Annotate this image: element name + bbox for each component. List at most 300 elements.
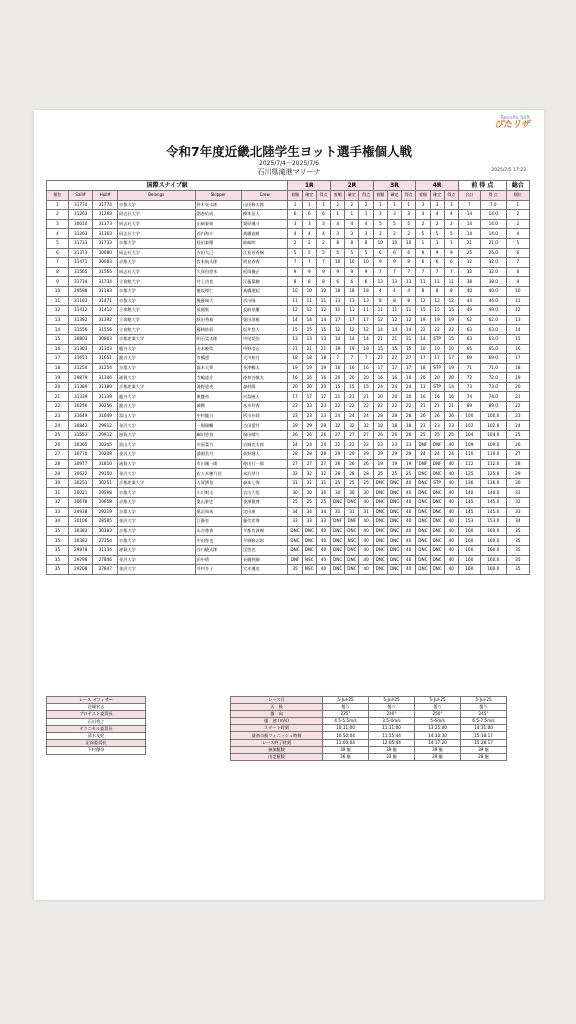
result-cell: 27 [402, 354, 416, 364]
result-cell: 酒巻佑成 [195, 210, 241, 220]
result-cell: 28585 [93, 517, 118, 527]
result-cell: 16 [430, 392, 444, 402]
result-cell: 京都大学 [118, 488, 195, 498]
result-cell: 27 [387, 354, 401, 364]
result-cell: 23 [373, 440, 387, 450]
result-cell: 6 [506, 248, 529, 258]
result-row [47, 488, 530, 498]
result-cell: 31389 [68, 382, 93, 392]
result-cell: 立命館大学 [118, 315, 195, 325]
result-row [47, 277, 530, 287]
result-cell: 30383 [68, 536, 93, 546]
official-row [47, 732, 146, 739]
result-cell: 24 [47, 421, 69, 431]
result-cell: 40 [316, 565, 330, 575]
result-cell: 28 [288, 450, 302, 460]
result-cell: 28 [331, 469, 345, 479]
result-cell: 28 [345, 469, 359, 479]
race-condition-value: 11:55:44 [369, 732, 415, 739]
race-condition-row [231, 725, 507, 732]
result-cell: DNC [416, 488, 430, 498]
result-cell: 富山大学 [118, 411, 195, 421]
result-cell: NSC [345, 536, 359, 546]
result-cell: 15 [444, 306, 458, 316]
result-cell: 13 [47, 315, 69, 325]
result-cell: 20 [387, 392, 401, 402]
result-row [47, 219, 530, 229]
result-cell: 17 [47, 354, 69, 364]
result-cell: 7 [430, 267, 444, 277]
result-cell: DNC [387, 565, 401, 575]
result-cell: 31389 [93, 382, 118, 392]
result-cell: 17 [288, 392, 302, 402]
page-title: 令和7年度近畿北陸学生ヨット選手権個人戦 [166, 144, 412, 159]
race-condition-label: 天 候 [231, 704, 323, 711]
result-cell: 22 [373, 402, 387, 412]
result-cell: 30 [345, 488, 359, 498]
result-cell: 112.0 [480, 459, 506, 469]
result-cell: 8 [430, 286, 444, 296]
result-cell: 11 [316, 296, 330, 306]
result-cell: 29219 [93, 507, 118, 517]
result-cell: 5 [416, 229, 430, 239]
result-cell: 鈴木亮太郎 [195, 200, 241, 210]
result-cell: 29879 [68, 373, 93, 383]
result-cell: 44 [458, 296, 480, 306]
result-cell: 京都産業大学 [118, 382, 195, 392]
result-cell: 藤林紗彩 [195, 325, 241, 335]
result-cell: 33 [506, 507, 529, 517]
result-cell: DNC [430, 469, 444, 479]
result-cell: 21 [47, 392, 69, 402]
result-cell: 31339 [68, 392, 93, 402]
column-header-score: 得点 [444, 191, 458, 201]
result-cell: 7 [302, 258, 316, 268]
result-cell: 31392 [93, 315, 118, 325]
result-cell: 15 [402, 344, 416, 354]
result-cell: 2 [444, 219, 458, 229]
race-condition-value: 3.5-4m/s [369, 718, 415, 725]
result-cell: 14 [416, 334, 430, 344]
result-cell: 13 [402, 277, 416, 287]
result-cell: DNC [387, 526, 401, 536]
result-cell: 金沢大学 [118, 565, 195, 575]
result-cell: 125.0 [480, 469, 506, 479]
result-cell: 40 [316, 555, 330, 565]
result-cell: 滋賀大学 [118, 459, 195, 469]
result-cell: 31263 [68, 210, 93, 220]
official-label: テクニカル委員長 [47, 725, 146, 732]
result-cell: 31553 [68, 430, 93, 440]
result-row [47, 229, 530, 239]
result-cell: 18 [331, 286, 345, 296]
result-cell: 6 [316, 210, 330, 220]
result-row [47, 565, 530, 575]
result-cell: 15 [416, 306, 430, 316]
result-cell: 74.0 [480, 392, 506, 402]
result-cell: 49 [458, 306, 480, 316]
official-label: 記録委員長 [47, 740, 146, 747]
result-cell: 31303 [93, 344, 118, 354]
result-cell: 30010 [68, 219, 93, 229]
official-label: 石川秀之 [47, 718, 146, 725]
result-cell: 12 [387, 315, 401, 325]
result-cell: 19 [288, 363, 302, 373]
column-header-crew: Crew [241, 191, 287, 201]
result-cell: 松岡優正 [241, 267, 287, 277]
result-cell: 龍谷大学 [118, 344, 195, 354]
column-header-pt: 着順 [373, 191, 387, 201]
result-cell: 22 [444, 325, 458, 335]
result-cell: 21 [416, 402, 430, 412]
result-cell: 40 [402, 545, 416, 555]
result-cell: 京都大学 [118, 498, 195, 508]
result-cell: 30106 [68, 517, 93, 527]
result-cell: 29208 [68, 565, 93, 575]
result-cell: 川原菜乃 [195, 440, 241, 450]
result-cell: 15 [331, 382, 345, 392]
result-cell: 23 [316, 411, 330, 421]
result-cell: 辻悠也 [241, 545, 287, 555]
result-cell: 25 [430, 430, 444, 440]
race-condition-value: 13:25:00 [415, 725, 461, 732]
result-cell: 24 [506, 421, 529, 431]
result-cell: 3 [345, 229, 359, 239]
result-cell: 40 [359, 526, 373, 536]
race-condition-value: 曇り [369, 704, 415, 711]
result-cell: DNC [387, 507, 401, 517]
results-table [46, 180, 530, 575]
official-row [47, 740, 146, 747]
result-cell: 23 [416, 421, 430, 431]
result-cell: 30 [47, 478, 69, 488]
result-cell: 9 [444, 248, 458, 258]
result-cell: 24 [331, 411, 345, 421]
result-cell: 3 [316, 219, 330, 229]
result-cell: 9 [288, 267, 302, 277]
result-row [47, 421, 530, 431]
race-condition-value: 250° [415, 711, 461, 718]
result-cell: DNF [416, 440, 430, 450]
result-cell: 8 [316, 277, 330, 287]
result-cell: 35 [47, 526, 69, 536]
race-condition-label: 最初の艇フィニッシュ時刻 [231, 732, 323, 739]
result-cell: DNC [288, 536, 302, 546]
result-cell: 1 [387, 200, 401, 210]
result-cell: 40 [402, 507, 416, 517]
result-cell: 17 [302, 392, 316, 402]
result-cell: 京都大学 [118, 286, 195, 296]
result-row [47, 200, 530, 210]
official-row [47, 697, 146, 704]
result-cell: 9 [387, 258, 401, 268]
official-label: プロテスト委員長 [47, 711, 146, 718]
result-cell: 14 [458, 210, 480, 220]
result-cell: 31303 [68, 344, 93, 354]
result-cell: 27 [302, 459, 316, 469]
result-cell: 12 [288, 306, 302, 316]
result-cell: 35 [506, 545, 529, 555]
result-cell: 18 [506, 363, 529, 373]
result-cell: 山﨑泰知 [195, 219, 241, 229]
result-cell: 40 [316, 545, 330, 555]
result-cell: 8 [47, 267, 69, 277]
result-cell: DNC [416, 536, 430, 546]
race-condition-value: 39 艇 [369, 746, 415, 753]
result-cell: 14 [288, 315, 302, 325]
result-cell: 1 [345, 210, 359, 220]
race-conditions-table [230, 696, 507, 761]
result-cell: 16 [416, 392, 430, 402]
result-row [47, 296, 530, 306]
result-cell: 14.0 [480, 210, 506, 220]
result-cell: 40 [444, 555, 458, 565]
result-cell: 15 [316, 325, 330, 335]
result-cell: 102.0 [480, 421, 506, 431]
result-cell: 89 [458, 402, 480, 412]
result-cell: 5 [316, 248, 330, 258]
result-row [47, 507, 530, 517]
race-condition-value: 11:11:00 [369, 725, 415, 732]
result-cell: 24 [402, 382, 416, 392]
result-cell: 25 [288, 498, 302, 508]
result-cell: 27 [47, 450, 69, 460]
result-cell: 井村多子 [195, 565, 241, 575]
result-cell: 30 [331, 488, 345, 498]
result-cell: 4 [387, 286, 401, 296]
result-cell: 22 [430, 325, 444, 335]
result-cell: 15 [359, 382, 373, 392]
result-cell: 21 [387, 334, 401, 344]
result-cell: 17 [430, 354, 444, 364]
result-cell: 10 [373, 238, 387, 248]
result-cell: 2 [345, 200, 359, 210]
result-cell: 1 [47, 200, 69, 210]
result-cell: 3 [373, 210, 387, 220]
result-cell: 21 [288, 344, 302, 354]
result-cell: 7 [416, 267, 430, 277]
result-cell: 10 [506, 286, 529, 296]
result-cell: 73 [458, 382, 480, 392]
result-cell: 8 [359, 238, 373, 248]
result-cell: 11 [402, 306, 416, 316]
result-cell: 20 [331, 373, 345, 383]
result-cell: 7 [288, 258, 302, 268]
result-cell: 徳和谷慎太 [241, 373, 287, 383]
result-cell: DNC [387, 498, 401, 508]
result-cell: 40 [359, 517, 373, 527]
result-cell: 2 [373, 229, 387, 239]
result-cell: 中村龍日 [195, 411, 241, 421]
result-cell: 40 [402, 555, 416, 565]
result-cell: 136 [458, 478, 480, 488]
result-cell: 12 [430, 296, 444, 306]
result-cell: 140.0 [480, 488, 506, 498]
result-cell: DNF [430, 440, 444, 450]
result-cell: 金沢大学 [118, 555, 195, 565]
result-cell: 31183 [68, 296, 93, 306]
result-cell: 直前泉慶 [241, 306, 287, 316]
result-cell: 江藤亮 [195, 517, 241, 527]
column-header-fix: 確定 [430, 191, 444, 201]
result-cell: 19 [316, 363, 330, 373]
result-cell: 160.0 [480, 545, 506, 555]
result-cell: 6 [331, 277, 345, 287]
result-cell: 35 [506, 555, 529, 565]
class-name: 国際スナイプ級 [47, 181, 288, 191]
result-cell: 30622 [68, 469, 93, 479]
column-header-sail: Sail# [68, 191, 93, 201]
result-cell: 27 [288, 459, 302, 469]
result-cell: 29912 [93, 421, 118, 431]
result-cell: 2 [359, 200, 373, 210]
result-cell: 桂田泰陽 [195, 238, 241, 248]
result-row [47, 325, 530, 335]
result-cell: DNC [345, 565, 359, 575]
result-cell: DNC [430, 498, 444, 508]
result-cell: 22 [416, 325, 430, 335]
result-row [47, 478, 530, 488]
result-cell: 20 [444, 373, 458, 383]
result-cell: DNC [416, 555, 430, 565]
result-cell: 14 [458, 219, 480, 229]
result-cell: 7 [359, 354, 373, 364]
result-cell: DNC [331, 536, 345, 546]
result-cell: 63.0 [480, 325, 506, 335]
result-cell: 27 [506, 450, 529, 460]
result-cell: 13 [387, 277, 401, 287]
result-cell: 31471 [93, 296, 118, 306]
result-cell: 136.0 [480, 478, 506, 488]
result-cell: 1 [416, 238, 430, 248]
result-cell: 23 [288, 402, 302, 412]
result-cell: 13 [373, 277, 387, 287]
result-cell: 7 [506, 258, 529, 268]
result-row [47, 430, 530, 440]
result-cell: 19 [47, 373, 69, 383]
result-cell: 9 [373, 258, 387, 268]
result-cell: 109.0 [480, 440, 506, 450]
result-row [47, 411, 530, 421]
result-cell: 7 [402, 267, 416, 277]
result-cell: 20 [288, 382, 302, 392]
result-cell: 9 [359, 267, 373, 277]
result-cell: 38 [458, 277, 480, 287]
result-cell: 16 [345, 363, 359, 373]
result-cell: 24 [316, 440, 330, 450]
race-condition-value: 5-Jul-25 [369, 697, 415, 704]
result-cell: 40 [444, 459, 458, 469]
result-cell: DNC [345, 526, 359, 536]
result-cell: 20 [402, 392, 416, 402]
result-cell: 16 [402, 373, 416, 383]
result-cell: 京都産業大学 [118, 478, 195, 488]
result-cell: DNC [430, 526, 444, 536]
result-cell: 3 [288, 219, 302, 229]
result-cell: 13 [302, 334, 316, 344]
result-row [47, 354, 530, 364]
result-cell: 35 [506, 536, 529, 546]
result-cell: 30256 [68, 402, 93, 412]
result-cell: 京都大学 [118, 526, 195, 536]
result-cell: 10 [416, 344, 430, 354]
official-label: レース オフィサー [47, 697, 146, 704]
result-cell: 9 [402, 258, 416, 268]
result-cell: 29 [288, 421, 302, 431]
result-cell: 40 [458, 286, 480, 296]
result-cell: 40 [359, 565, 373, 575]
result-cell: 24 [430, 450, 444, 460]
result-cell: 32 [288, 469, 302, 479]
column-header-skipper: Skipper [195, 191, 241, 201]
result-cell: 同志社大学 [118, 248, 195, 258]
result-cell: 18 [345, 286, 359, 296]
result-cell: 7 [331, 354, 345, 364]
result-cell: 20 [47, 382, 69, 392]
result-cell: 奥山景史 [195, 498, 241, 508]
result-cell: 31 [506, 488, 529, 498]
result-cell: 14 [345, 334, 359, 344]
result-cell: 29 [331, 450, 345, 460]
result-cell: DNC [416, 478, 430, 488]
result-cell: 9 [506, 277, 529, 287]
result-cell: 龍谷大学 [118, 354, 195, 364]
result-cell: 40 [444, 517, 458, 527]
result-cell: DNC [373, 507, 387, 517]
result-cell: 65 [458, 344, 480, 354]
result-cell: 一場瑞暢 [195, 421, 241, 431]
result-cell: 23 [302, 402, 316, 412]
result-cell: 8 [345, 238, 359, 248]
official-label: 岩城宏志 [47, 704, 146, 711]
result-cell: 江藤菜穂 [241, 277, 287, 287]
result-cell: 15 [387, 344, 401, 354]
result-cell: 25 [331, 478, 345, 488]
result-cell: 龍谷大学 [118, 402, 195, 412]
result-cell: 14 [316, 315, 330, 325]
result-cell: 2 [430, 219, 444, 229]
result-cell: 22 [331, 402, 345, 412]
result-cell: 6 [302, 210, 316, 220]
result-cell: 奥田涼雅 [241, 315, 287, 325]
result-cell: 27847 [93, 565, 118, 575]
result-cell: 7 [345, 354, 359, 364]
result-cell: 谷口峻太郎 [195, 545, 241, 555]
result-cell: 160 [458, 555, 480, 565]
result-cell: 31263 [68, 229, 93, 239]
result-cell: 5 [302, 248, 316, 258]
result-cell: 89.0 [480, 402, 506, 412]
result-cell: 金澤俊博 [241, 498, 287, 508]
race-condition-value: 12:05:44 [369, 739, 415, 746]
result-cell: 6 [444, 258, 458, 268]
result-cell: 立命館大学 [118, 306, 195, 316]
result-cell: 13 [316, 334, 330, 344]
result-cell: 63 [458, 334, 480, 344]
result-cell: 160.0 [480, 555, 506, 565]
race-condition-value: 6.5-7.5m/s [461, 718, 507, 725]
result-cell: 31810 [93, 459, 118, 469]
result-cell: 160 [458, 545, 480, 555]
result-cell: 31556 [93, 325, 118, 335]
result-cell: 16 [373, 373, 387, 383]
result-cell: 市川颯一朗 [195, 459, 241, 469]
result-cell: 31565 [93, 267, 118, 277]
result-cell: 22 [402, 402, 416, 412]
result-cell: 32 [458, 267, 480, 277]
result-cell: 浦園美月 [195, 450, 241, 460]
result-cell: 6 [402, 248, 416, 258]
